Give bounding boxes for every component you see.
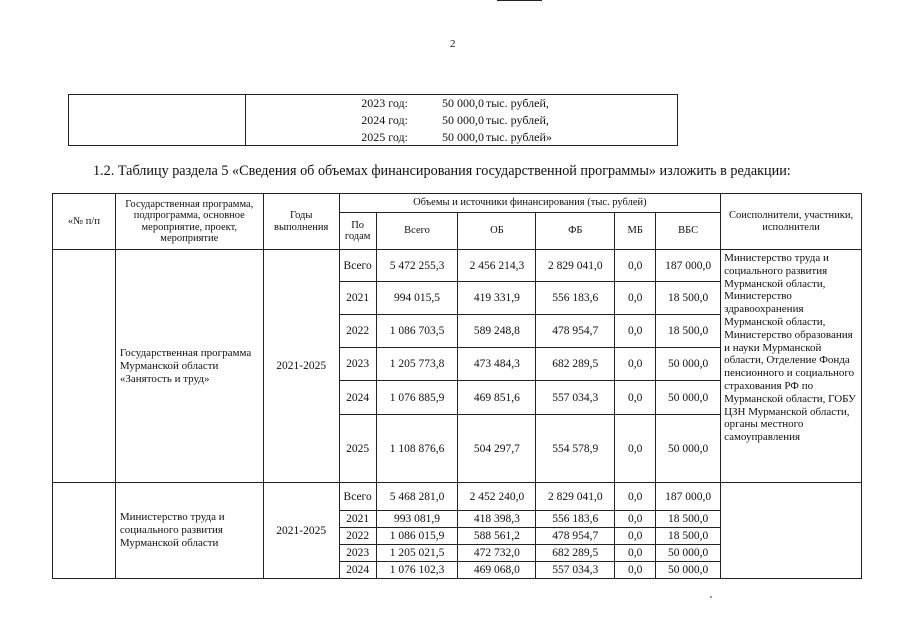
cell-period: 2023 [339, 545, 376, 562]
cell-vbs: 187 000,0 [656, 250, 721, 282]
cell-total: 1 205 021,5 [376, 545, 458, 562]
continuation-unit: тыс. рублей» [486, 130, 552, 144]
cell-fb: 556 183,6 [536, 282, 615, 315]
cell-mb: 0,0 [615, 511, 656, 528]
continuation-year: 2025 год: [361, 130, 408, 144]
cell-total: 1 076 102,3 [376, 562, 458, 579]
cell-mb: 0,0 [615, 315, 656, 348]
continuation-unit: тыс. рублей, [486, 96, 549, 110]
cell-fb: 557 034,3 [536, 562, 615, 579]
cell-mb: 0,0 [615, 282, 656, 315]
cell-ob: 2 452 240,0 [458, 483, 536, 511]
cell-ob: 2 456 214,3 [458, 250, 536, 282]
cell-fb: 2 829 041,0 [536, 483, 615, 511]
coexecutors-text [721, 483, 862, 579]
cell-ob: 469 851,6 [458, 381, 536, 415]
continuation-values-cell [246, 95, 678, 146]
header-mb: МБ [615, 213, 656, 250]
continuation-blank-cell [69, 95, 246, 146]
header-total: Всего [376, 213, 458, 250]
cell-ob: 504 297,7 [458, 415, 536, 483]
continuation-table [68, 94, 678, 146]
cell-total: 5 472 255,3 [376, 250, 458, 282]
cell-vbs: 50 000,0 [656, 415, 721, 483]
cell-mb: 0,0 [615, 483, 656, 511]
header-num: «№ п/п [53, 194, 116, 250]
header-program: Государственная программа, подпрограмма, основное мероприятие, проект, мероприятие [115, 194, 263, 250]
continuation-amount: 50 000,0 [442, 130, 484, 144]
cell-mb: 0,0 [615, 381, 656, 415]
continuation-amount: 50 000,0 [442, 113, 484, 127]
cell-mb: 0,0 [615, 545, 656, 562]
continuation-year: 2024 год: [361, 113, 408, 127]
cell-ob: 469 068,0 [458, 562, 536, 579]
scan-speck [710, 596, 712, 598]
page-number: 2 [450, 38, 456, 50]
cell-period: 2021 [339, 511, 376, 528]
cell-fb: 554 578,9 [536, 415, 615, 483]
header-coexecutors: Соисполнители, участники, исполнители [721, 194, 862, 250]
continuation-year: 2023 год: [361, 96, 408, 110]
cell-mb: 0,0 [615, 348, 656, 381]
program-years: 2021-2025 [263, 250, 339, 483]
table-row [53, 483, 862, 511]
cell-ob: 589 248,8 [458, 315, 536, 348]
table-row [53, 250, 862, 282]
cell-total: 993 081,9 [376, 511, 458, 528]
cell-period: Всего [339, 483, 376, 511]
program-name: Государственная программа Мурманской области «Занятость и труд» [115, 250, 263, 483]
cell-vbs: 50 000,0 [656, 562, 721, 579]
continuation-unit: тыс. рублей, [486, 113, 549, 127]
cell-fb: 556 183,6 [536, 511, 615, 528]
cell-mb: 0,0 [615, 562, 656, 579]
cell-total: 1 086 703,5 [376, 315, 458, 348]
cell-fb: 478 954,7 [536, 315, 615, 348]
program-name: Министерство труда и социального развития Мурманской области [115, 483, 263, 579]
cell-vbs: 50 000,0 [656, 545, 721, 562]
continuation-amount: 50 000,0 [442, 96, 484, 110]
cell-fb: 2 829 041,0 [536, 250, 615, 282]
cell-ob: 588 561,2 [458, 528, 536, 545]
cell-period: 2022 [339, 315, 376, 348]
cell-fb: 682 289,5 [536, 545, 615, 562]
header-fb: ФБ [536, 213, 615, 250]
cell-mb: 0,0 [615, 415, 656, 483]
cell-total: 1 108 876,6 [376, 415, 458, 483]
row-num [53, 250, 116, 483]
cell-period: 2023 [339, 348, 376, 381]
header-ob: ОБ [458, 213, 536, 250]
top-rule [497, 0, 542, 1]
cell-ob: 473 484,3 [458, 348, 536, 381]
header-vbs: ВБС [656, 213, 721, 250]
cell-ob: 472 732,0 [458, 545, 536, 562]
header-volumes: Объемы и источники финансирования (тыс. рублей) [339, 194, 720, 213]
cell-fb: 557 034,3 [536, 381, 615, 415]
cell-mb: 0,0 [615, 250, 656, 282]
cell-vbs: 18 500,0 [656, 511, 721, 528]
cell-total: 1 076 885,9 [376, 381, 458, 415]
cell-period: 2021 [339, 282, 376, 315]
cell-vbs: 50 000,0 [656, 348, 721, 381]
program-years: 2021-2025 [263, 483, 339, 579]
cell-period: 2025 [339, 415, 376, 483]
header-by-years: По годам [339, 213, 376, 250]
cell-fb: 478 954,7 [536, 528, 615, 545]
cell-vbs: 187 000,0 [656, 483, 721, 511]
cell-total: 1 205 773,8 [376, 348, 458, 381]
cell-period: 2024 [339, 381, 376, 415]
cell-ob: 418 398,3 [458, 511, 536, 528]
cell-period: 2022 [339, 528, 376, 545]
cell-vbs: 50 000,0 [656, 381, 721, 415]
coexecutors-text: Министерство труда и социального развития Мурманской области, Министерство здравоохранения Мурманской области, Министерство образования и науки Мурманской области, Отделение Фонда пенсионного и социального страхования РФ по Мурманской области, ГОБУ ЦЗН Мурманской области, органы местного самоуправления [721, 250, 862, 483]
financing-table [52, 193, 862, 579]
cell-total: 5 468 281,0 [376, 483, 458, 511]
cell-total: 1 086 015,9 [376, 528, 458, 545]
cell-vbs: 18 500,0 [656, 315, 721, 348]
cell-period: Всего [339, 250, 376, 282]
cell-mb: 0,0 [615, 528, 656, 545]
cell-fb: 682 289,5 [536, 348, 615, 381]
cell-total: 994 015,5 [376, 282, 458, 315]
cell-ob: 419 331,9 [458, 282, 536, 315]
header-years: Годы выполнения [263, 194, 339, 250]
cell-vbs: 18 500,0 [656, 528, 721, 545]
row-num [53, 483, 116, 579]
cell-vbs: 18 500,0 [656, 282, 721, 315]
cell-period: 2024 [339, 562, 376, 579]
section-heading: 1.2. Таблицу раздела 5 «Сведения об объемах финансирования государственной программы» изложить в редакции: [93, 163, 791, 179]
